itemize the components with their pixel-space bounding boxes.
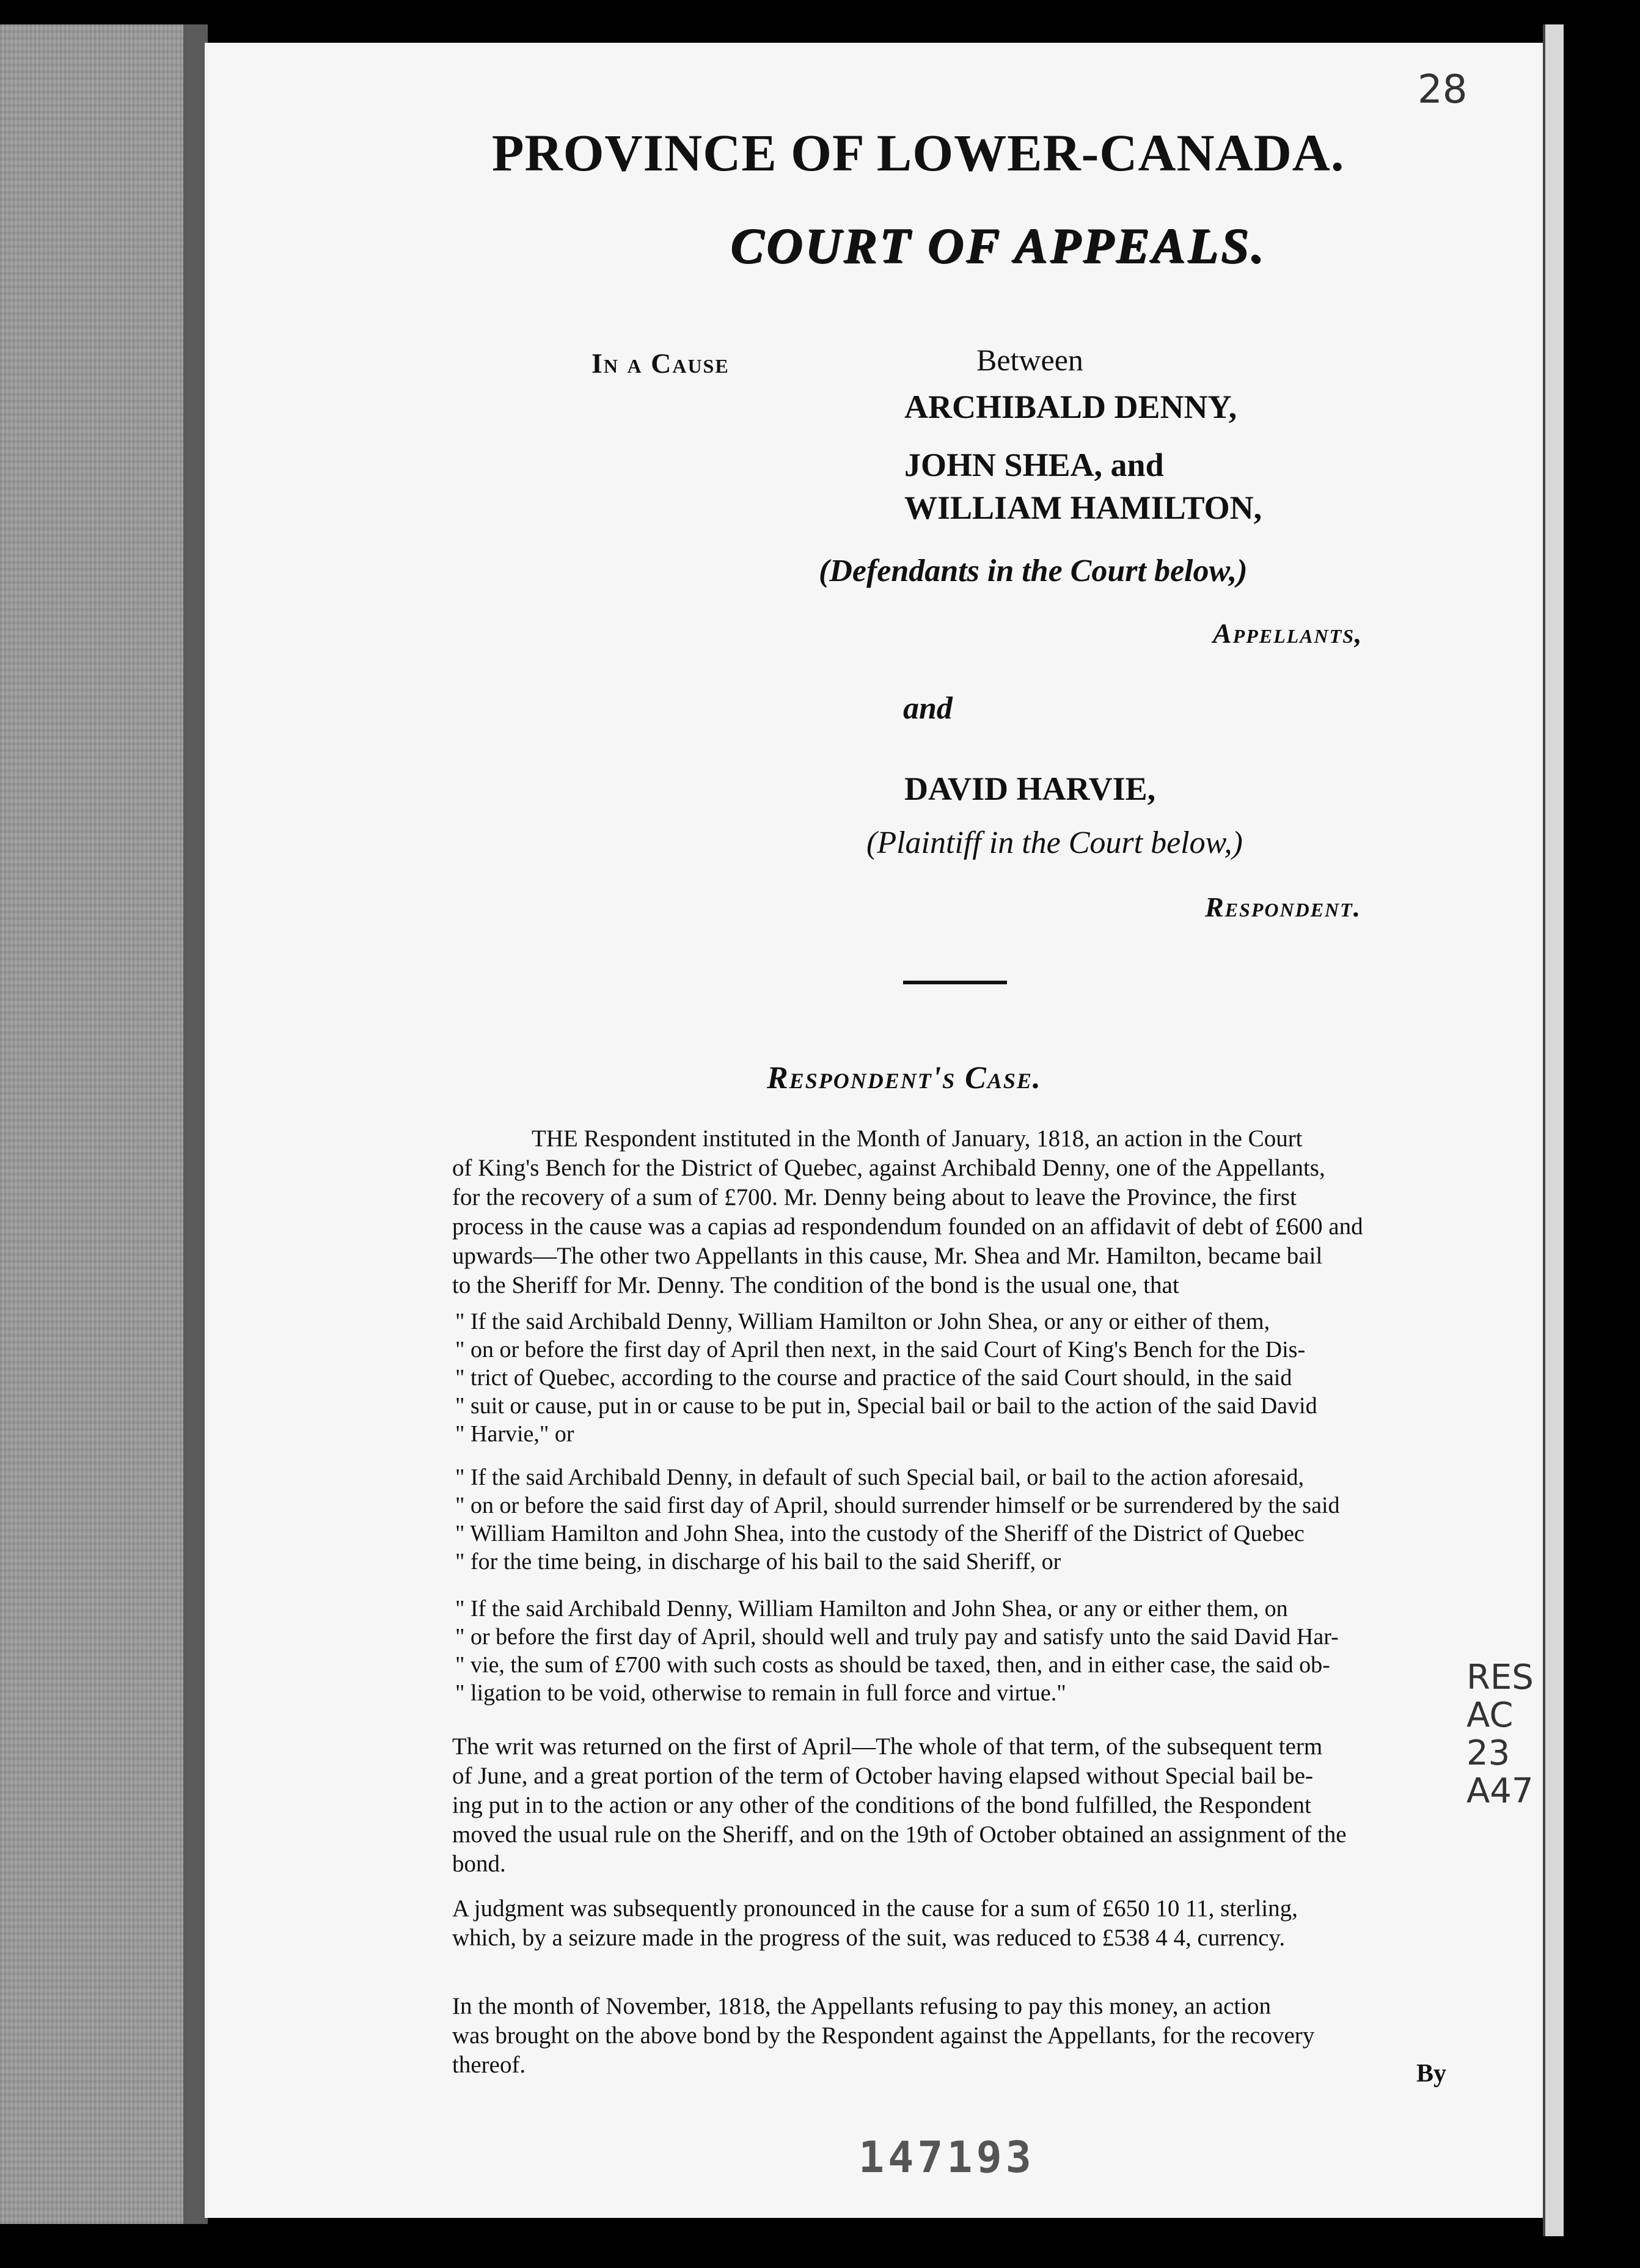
appellant-role-note: (Defendants in the Court below,) <box>819 554 1248 588</box>
text-line: " ligation to be void, otherwise to remain in full force and virtue." <box>455 1680 1066 1706</box>
paragraph-1 <box>452 1124 1436 1300</box>
text-line: " Harvie," or <box>455 1421 574 1447</box>
appellant-name: JOHN SHEA, and <box>904 447 1164 483</box>
text-line: " If the said Archibald Denny, William Hamilton and John Shea, or any or either them, on <box>455 1596 1288 1622</box>
book-cover <box>0 24 196 2224</box>
case-title: Respondent's Case. <box>767 1061 1042 1096</box>
call-number-line: RES <box>1466 1658 1534 1697</box>
library-stamp: 147193 <box>858 2132 1035 2182</box>
bond-condition-2 <box>455 1463 1433 1576</box>
text-line: In the month of November, 1818, the Appellants refusing to pay this money, an action <box>452 1993 1272 2019</box>
and-label: and <box>903 691 953 726</box>
text-line: of King's Bench for the District of Quebec, against Archibald Denny, one of the Appellants, <box>452 1155 1325 1181</box>
binding-shadow <box>183 24 208 2224</box>
between-label: Between <box>976 343 1083 377</box>
bond-condition-3 <box>455 1595 1433 1707</box>
call-number-line: A47 <box>1466 1771 1534 1811</box>
bond-condition-1 <box>455 1308 1433 1448</box>
page-edge <box>1543 24 1564 2236</box>
catchword: By <box>1416 2060 1447 2088</box>
text-line: thereof. <box>452 2052 526 2078</box>
text-line: upwards—The other two Appellants in this cause, Mr. Shea and Mr. Hamilton, became bail <box>452 1243 1323 1269</box>
text-line: " trict of Quebec, according to the course and practice of the said Court should, in the said <box>455 1365 1292 1391</box>
text-line: A judgment was subsequently pronounced in the cause for a sum of £650 10 11, sterling, <box>452 1895 1298 1922</box>
text-line: " or before the first day of April, should well and truly pay and satisfy unto the said David Har- <box>455 1624 1339 1650</box>
appellant-name: ARCHIBALD DENNY, <box>904 389 1237 425</box>
text-line: " on or before the said first day of April, should surrender himself or be surrendered by the said <box>455 1493 1340 1518</box>
text-line: moved the usual rule on the Sheriff, and on the 19th of October obtained an assignment of the <box>452 1821 1347 1848</box>
text-line: " If the said Archibald Denny, in default of such Special bail, or bail to the action aforesaid, <box>455 1465 1305 1490</box>
appellants-label: Appellants, <box>1213 618 1363 649</box>
call-number-line: AC <box>1466 1696 1514 1735</box>
text-line: " suit or cause, put in or cause to be put in, Special bail or bail to the action of the said David <box>455 1393 1317 1419</box>
call-number <box>1466 1659 1546 1810</box>
section-divider <box>903 981 1007 984</box>
in-a-cause-label: In a Cause <box>591 348 730 379</box>
text-line: THE Respondent instituted in the Month of January, 1818, an action in the Court <box>532 1125 1303 1152</box>
text-line: " If the said Archibald Denny, William Hamilton or John Shea, or any or either of them, <box>455 1309 1270 1334</box>
paragraph-2 <box>452 1732 1436 1879</box>
text-line: bond. <box>452 1851 506 1877</box>
text-line: The writ was returned on the first of April—The whole of that term, of the subsequent term <box>452 1733 1323 1760</box>
respondent-role-note: (Plaintiff in the Court below,) <box>866 825 1243 860</box>
text-line: for the recovery of a sum of £700. Mr. Denny being about to leave the Province, the first <box>452 1184 1297 1210</box>
court-heading: COURT OF APPEALS. <box>730 218 1266 273</box>
text-line: " for the time being, in discharge of his bail to the said Sheriff, or <box>455 1549 1061 1575</box>
text-line: was brought on the above bond by the Respondent against the Appellants, for the recovery <box>452 2022 1315 2049</box>
text-line: process in the cause was a capias ad respondendum founded on an affidavit of debt of £600 and <box>452 1213 1363 1240</box>
text-line: to the Sheriff for Mr. Denny. The condition of the bond is the usual one, that <box>452 1272 1179 1298</box>
text-line: which, by a seizure made in the progress of the suit, was reduced to £538 4 4, currency. <box>452 1925 1286 1951</box>
province-heading: PROVINCE OF LOWER-CANADA. <box>492 123 1345 182</box>
paragraph-3 <box>452 1894 1436 1953</box>
paragraph-4 <box>452 1992 1436 2080</box>
text-line: ing put in to the action or any other of the conditions of the bond fulfilled, the Respondent <box>452 1792 1311 1818</box>
folio-number: 28 <box>1418 67 1468 112</box>
appellant-name: WILLIAM HAMILTON, <box>904 489 1262 526</box>
call-number-line: 23 <box>1466 1733 1510 1773</box>
respondent-label: Respondent. <box>1205 891 1362 923</box>
respondent-name: DAVID HARVIE, <box>904 770 1156 807</box>
text-line: " William Hamilton and John Shea, into the custody of the Sheriff of the District of Quebec <box>455 1521 1305 1546</box>
text-line: " on or before the first day of April then next, in the said Court of King's Bench for the Dis- <box>455 1337 1306 1363</box>
text-line: of June, and a great portion of the term of October having elapsed without Special bail be- <box>452 1763 1313 1789</box>
text-line: " vie, the sum of £700 with such costs as should be taxed, then, and in either case, the said ob- <box>455 1652 1330 1678</box>
